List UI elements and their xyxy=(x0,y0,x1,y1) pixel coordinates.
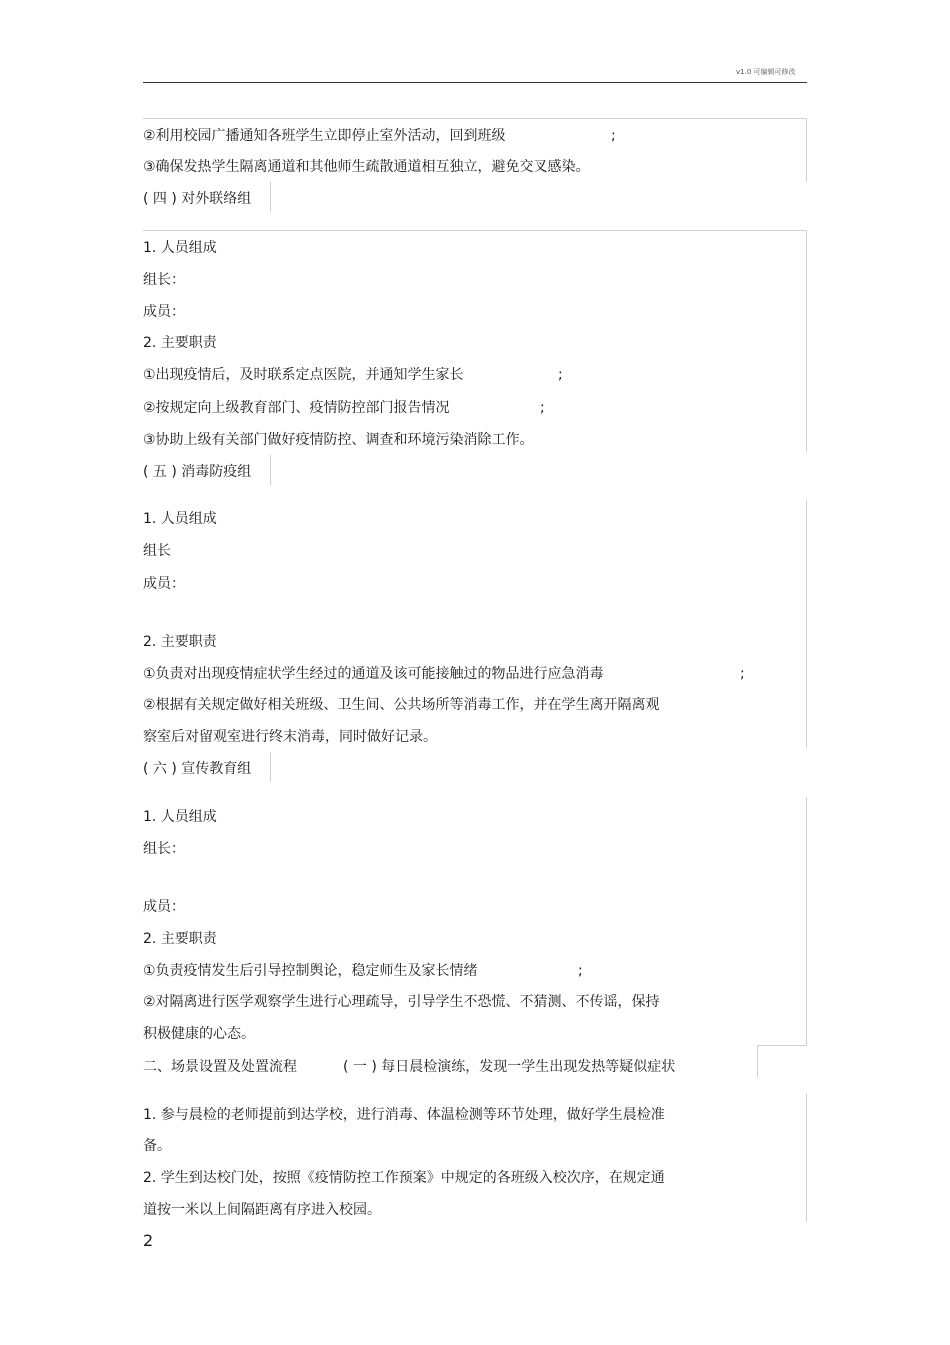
group5-duty-1: ①负责对出现疫情症状学生经过的通道及该可能接触过的物品进行应急消毒 xyxy=(143,666,604,682)
group5-duty-2-line-1: ②根据有关规定做好相关班级、卫生间、公共场所等消毒工作，并在学生离开隔离观 xyxy=(143,697,660,713)
group6-duty-1-end: ; xyxy=(578,963,583,979)
table-border xyxy=(806,797,807,1045)
section2-heading: 二、场景设置及处置流程 xyxy=(143,1059,297,1075)
table-border xyxy=(806,118,807,182)
group5-title: ( 五 ) 消毒防疫组 xyxy=(143,464,252,480)
section2-step-1-line-2: 备。 xyxy=(143,1138,171,1154)
group6-duty-2-line-1: ②对隔离进行医学观察学生进行心理疏导，引导学生不恐慌、不猜测、不传谣，保持 xyxy=(143,994,660,1010)
section2-subheading: ( 一 ) 每日晨检演练，发现一学生出现发热等疑似症状 xyxy=(343,1059,676,1075)
group5-member: 成员： xyxy=(143,576,185,592)
group5-members-heading: 1. 人员组成 xyxy=(143,511,217,527)
group6-leader: 组长： xyxy=(143,841,185,857)
group6-member: 成员： xyxy=(143,899,185,915)
section2-step-2-line-1: 2. 学生到达校门处，按照《疫情防控工作预案》中规定的各班级入校次序，在规定通 xyxy=(143,1170,665,1186)
table-border xyxy=(806,230,807,452)
group6-duty-2-line-2: 积极健康的心态。 xyxy=(143,1026,255,1042)
group3-duty-3: ③确保发热学生隔离通道和其他师生疏散通道相互独立，避免交叉感染。 xyxy=(143,159,590,175)
group4-leader: 组长： xyxy=(143,272,185,288)
group5-leader: 组长 xyxy=(143,543,171,559)
header-note: v1.0 可编辑可修改 xyxy=(736,68,796,76)
table-border xyxy=(143,230,807,231)
group6-title: ( 六 ) 宣传教育组 xyxy=(143,761,252,777)
group6-duty-1: ①负责疫情发生后引导控制舆论，稳定师生及家长情绪 xyxy=(143,963,478,979)
group5-duties-heading: 2. 主要职责 xyxy=(143,634,217,650)
header-rule xyxy=(143,82,807,83)
group6-duties-heading: 2. 主要职责 xyxy=(143,931,217,947)
table-border xyxy=(270,752,271,782)
group3-duty-2-end: ; xyxy=(611,128,616,144)
table-border xyxy=(143,118,807,119)
page-number: 2 xyxy=(143,1231,154,1250)
group4-duties-heading: 2. 主要职责 xyxy=(143,335,217,351)
group4-duty-2: ②按规定向上级教育部门、疫情防控部门报告情况 xyxy=(143,400,450,416)
table-border xyxy=(757,1045,807,1046)
group4-duty-2-end: ; xyxy=(540,400,545,416)
table-border xyxy=(806,500,807,748)
section2-step-2-line-2: 道按一米以上间隔距离有序进入校园。 xyxy=(143,1202,381,1218)
table-border xyxy=(270,455,271,485)
section2-step-1-line-1: 1. 参与晨检的老师提前到达学校，进行消毒、体温检测等环节处理，做好学生晨检准 xyxy=(143,1107,665,1123)
group3-duty-2: ②利用校园广播通知各班学生立即停止室外活动，回到班级 xyxy=(143,128,506,144)
group5-duty-2-line-2: 察室后对留观室进行终末消毒，同时做好记录。 xyxy=(143,729,437,745)
table-border xyxy=(806,1094,807,1222)
group4-duty-1-end: ; xyxy=(558,367,563,383)
table-border xyxy=(757,1045,758,1077)
group4-duty-1: ①出现疫情后，及时联系定点医院，并通知学生家长 xyxy=(143,367,464,383)
group5-duty-1-end: ; xyxy=(740,666,745,682)
group4-duty-3: ③协助上级有关部门做好疫情防控、调查和环境污染消除工作。 xyxy=(143,432,534,448)
group6-members-heading: 1. 人员组成 xyxy=(143,809,217,825)
group4-member: 成员： xyxy=(143,304,185,320)
group4-title: ( 四 ) 对外联络组 xyxy=(143,191,252,207)
table-border xyxy=(270,182,271,212)
group4-members-heading: 1. 人员组成 xyxy=(143,240,217,256)
